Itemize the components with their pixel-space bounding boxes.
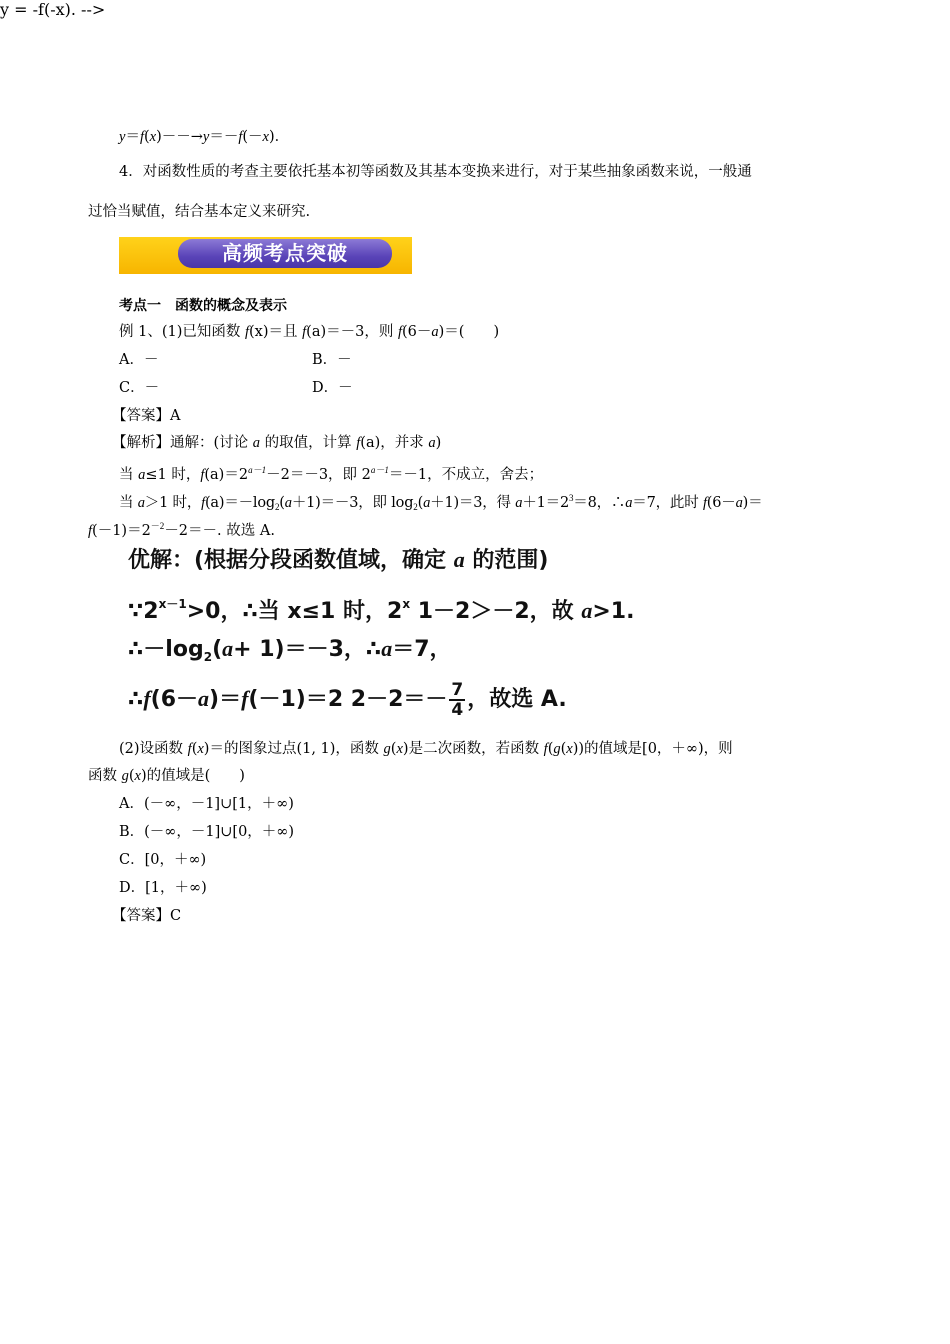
example-2-line-1 (119, 739, 733, 759)
text: (a) (306, 324, 327, 340)
option-b: B．－ (312, 352, 352, 368)
exponent: 3 (568, 493, 574, 503)
text: ( (128, 768, 135, 784)
exponent: －2 (150, 521, 165, 531)
paren: )． (268, 129, 290, 145)
analysis-heading (112, 433, 441, 453)
text: ＋1＝2 (522, 495, 569, 511)
text: 的范围) (464, 548, 549, 573)
var-a: a (198, 686, 210, 711)
text: ))的值域是[0，＋∞)，则 (572, 741, 733, 757)
var-a: a (222, 636, 234, 661)
var-a: a (423, 495, 431, 511)
text: ( (417, 495, 424, 511)
text: 优解：(根据分段函数值域，确定 (128, 548, 454, 573)
text: ＞1 时， (144, 495, 202, 511)
text: (6－ (402, 324, 432, 340)
text: ＝2 (224, 467, 249, 483)
text: (a) (204, 495, 225, 511)
numerator: 7 (451, 680, 464, 700)
answer-2: 【答案】C (112, 908, 182, 924)
text: ＝－log (224, 495, 275, 511)
text: ∵2 (128, 599, 159, 624)
text: ＝8，∴ (573, 495, 626, 511)
var-a: a (284, 495, 292, 511)
text: ＝－1，不成立，舍去； (388, 467, 544, 483)
var-x: x (197, 741, 204, 757)
paren: ( (143, 129, 150, 145)
text: >1. (592, 599, 635, 624)
text: ，故选 A. (467, 687, 567, 712)
text: 函数 (88, 768, 122, 784)
case-2-continuation (88, 516, 275, 541)
text: ＋1)＝－3，即 log (291, 495, 414, 511)
text: 1－2＞－2，故 (410, 599, 582, 624)
text: ＝且 (268, 324, 303, 340)
func-f: f (302, 324, 307, 340)
subscript: 2 (203, 650, 213, 664)
option-d: D．[1，＋∞) (119, 880, 207, 896)
section-banner (119, 237, 412, 274)
case-1-line (119, 460, 543, 485)
fraction (449, 681, 465, 719)
text: ＝7， (392, 637, 452, 662)
func-g: g (121, 768, 129, 784)
text: ∴ (128, 687, 144, 712)
text: ( (212, 637, 223, 662)
option-a: A．－ (119, 352, 159, 368)
option-d: D．－ (312, 380, 353, 396)
option-a: A．(－∞，－1]∪[1，＋∞) (119, 796, 294, 812)
text: ，并求 (380, 435, 429, 451)
text: (6－ (150, 687, 199, 712)
subscript: 2 (413, 502, 418, 512)
option-c: C．[0，＋∞) (119, 852, 207, 868)
option-c: C．－ (119, 380, 160, 396)
text: ＝－3，则 (326, 324, 398, 340)
text: 的取值，计算 (260, 435, 357, 451)
func-f: f (702, 495, 707, 511)
alt-solution-line-4 (128, 681, 567, 719)
func-f: f (143, 686, 151, 711)
text: 当 (119, 495, 138, 511)
example-2-line-2 (88, 766, 245, 786)
text: (6－ (706, 495, 736, 511)
text: )＝ (209, 687, 242, 712)
text: )＝ (742, 495, 763, 511)
text: ) (435, 435, 442, 451)
point-4-line-1: 4．对函数性质的考查主要依托基本初等函数及其基本变换来进行，对于某些抽象函数来说，一般通 (119, 164, 752, 180)
subscript: 2 (274, 502, 280, 512)
var-a: a (625, 495, 633, 511)
text: ∴－log (128, 637, 204, 662)
text: ( (547, 741, 554, 757)
text: (－1)＝2 (92, 523, 151, 539)
text: ＝7，此时 (632, 495, 703, 511)
func-f: f (238, 129, 243, 145)
text: )是二次函数，若函数 (402, 741, 544, 757)
analysis-label: 【解析】 (112, 435, 170, 451)
var-y: y (202, 129, 210, 145)
var-x: x (134, 768, 141, 784)
paren: (－ (242, 129, 263, 145)
text: (－1)＝2 (248, 687, 344, 712)
var-y: y (119, 129, 126, 145)
text: (a) (204, 467, 225, 483)
text: ＋1)＝3，得 (430, 495, 516, 511)
func-g: g (553, 741, 561, 757)
section-title: 考点一 函数的概念及表示 (119, 298, 287, 314)
text: ( (279, 495, 285, 511)
alt-solution-image (120, 543, 635, 723)
text: ( (191, 741, 198, 757)
banner-label: 高频考点突破 (178, 239, 392, 268)
exponent: a－1 (370, 465, 389, 475)
text: (2)设函数 (119, 741, 188, 757)
text: ( (390, 741, 397, 757)
exponent: x (402, 597, 411, 611)
var-a: a (581, 598, 593, 623)
alt-solution-line-3 (128, 636, 452, 670)
text: －2＝－3，即 2 (266, 467, 371, 483)
func-f: f (139, 129, 144, 145)
example-1-question (119, 322, 499, 342)
func-f: f (241, 686, 249, 711)
text: (x) (249, 324, 269, 340)
func-f: f (187, 741, 192, 757)
var-a: a (381, 636, 393, 661)
exponent: a－1 (248, 465, 267, 475)
func-f: f (543, 741, 548, 757)
text: )的值域是( ) (140, 768, 245, 784)
var-a: a (137, 495, 145, 511)
func-f: f (200, 467, 205, 483)
text: ( (560, 741, 567, 757)
var-a: a (515, 495, 523, 511)
exponent: x－1 (158, 597, 187, 611)
var-a: a (453, 547, 465, 572)
arrow-symbol: －－→ (161, 129, 203, 145)
var-a: a (252, 435, 261, 451)
text: )＝的图象过点(1, 1)，函数 (203, 741, 384, 757)
text: (a) (360, 435, 381, 451)
text: ≤1 时， (145, 467, 201, 483)
alt-solution-line-2 (128, 591, 634, 625)
var-a: a (428, 435, 436, 451)
var-a: a (431, 324, 439, 340)
func-f: f (201, 495, 205, 511)
func-f: f (356, 435, 361, 451)
text: )＝( ) (438, 324, 500, 340)
text: + 1)＝－3，∴ (233, 637, 382, 662)
func-f: f (397, 324, 402, 340)
text: 例 1、(1)已知函数 (119, 324, 245, 340)
text: 通解：(讨论 (170, 435, 253, 451)
text: －2＝－. 故选 A. (164, 523, 275, 539)
transform-line (119, 127, 289, 147)
alt-solution-line-1 (128, 547, 548, 574)
eq: ＝－ (209, 129, 239, 145)
var-x: x (149, 129, 157, 145)
paren: ) (156, 129, 162, 145)
eq: ＝ (125, 129, 140, 145)
func-g: g (383, 741, 391, 757)
text: >0，∴当 x≤1 时，2 (186, 599, 403, 624)
var-x: x (566, 741, 573, 757)
point-4-line-2: 过恰当赋值，结合基本定义来研究. (88, 204, 311, 220)
var-x: x (396, 741, 403, 757)
denominator: 4 (451, 700, 464, 720)
var-a: a (735, 495, 743, 511)
case-2-line (119, 488, 762, 517)
var-a: a (138, 467, 146, 483)
text: 2－2＝－ (343, 687, 448, 712)
option-b: B．(－∞，－1]∪[0，＋∞) (119, 824, 295, 840)
var-x: x (262, 129, 269, 145)
func-f: f (244, 324, 250, 340)
answer-1: 【答案】A (112, 408, 181, 424)
text: 当 (119, 467, 139, 483)
func-f: f (88, 523, 93, 539)
